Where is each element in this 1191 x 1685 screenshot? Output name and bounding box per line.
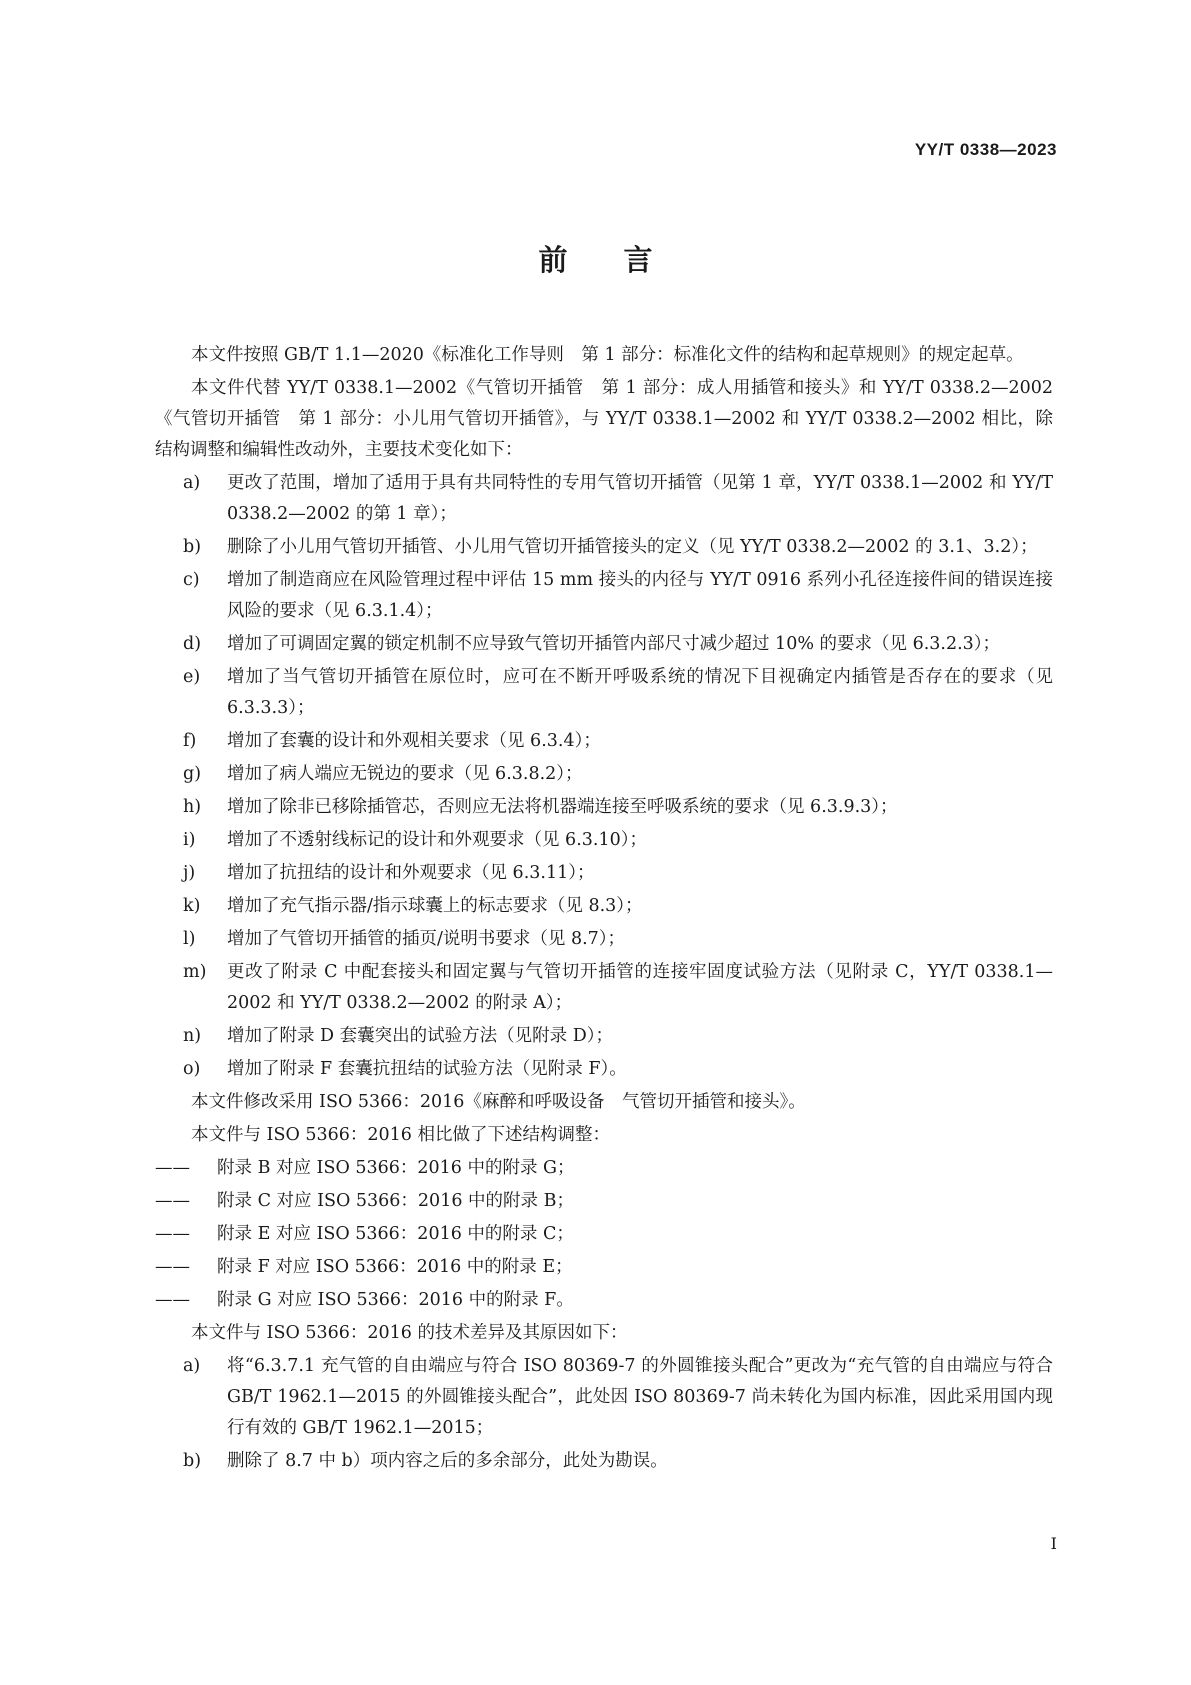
list-text: 增加了可调固定翼的锁定机制不应导致气管切开插管内部尺寸减少超过 10% 的要求（见 6.3.2.3）； [227, 634, 1001, 654]
list-item [155, 1351, 1053, 1444]
list-marker: h) [183, 797, 202, 817]
list-marker: m) [183, 962, 207, 982]
list-item [155, 468, 1053, 530]
list-marker: c) [183, 570, 200, 590]
list-text: 增加了附录 D 套囊突出的试验方法（见附录 D）； [227, 1026, 613, 1046]
diffs-list [155, 1351, 1053, 1477]
list-marker: k) [183, 896, 201, 916]
list-item [155, 629, 1053, 660]
intro-paragraph: 本文件按照 GB/T 1.1—2020《标准化工作导则 第 1 部分：标准化文件的结构和起草规则》的规定起草。 [191, 345, 1024, 365]
list-marker: l) [183, 929, 196, 949]
list-text: 将“6.3.7.1 充气管的自由端应与符合 ISO 80369-7 的外圆锥接头配合”更改为“充气管的自由端应与符合 GB/T 1962.1—2015 的外圆锥接头配合”，此处因 ISO 80369-7 尚未转化为国内标准，因此采用国内现行有效的 GB/T 1962.1—2015； [227, 1356, 1053, 1438]
list-marker: a) [183, 1356, 201, 1376]
list-text: 增加了抗扭结的设计和外观要求（见 6.3.11）； [227, 863, 595, 883]
list-item [155, 792, 1053, 823]
list-item [155, 1285, 1053, 1316]
list-text: 附录 C 对应 ISO 5366：2016 中的附录 B； [217, 1191, 574, 1211]
diff-intro: 本文件与 ISO 5366：2016 的技术差异及其原因如下： [191, 1323, 628, 1343]
list-marker: —— [155, 1224, 190, 1244]
list-text: 附录 B 对应 ISO 5366：2016 中的附录 G； [217, 1158, 575, 1178]
list-item [155, 1021, 1053, 1052]
list-item [155, 1153, 1053, 1184]
changes-list [155, 468, 1053, 1085]
list-item [155, 1186, 1053, 1217]
page-number: I [1050, 1534, 1057, 1553]
list-text: 增加了套囊的设计和外观相关要求（见 6.3.4）； [227, 731, 601, 751]
list-marker: —— [155, 1290, 190, 1310]
list-text: 附录 E 对应 ISO 5366：2016 中的附录 C； [217, 1224, 574, 1244]
list-text: 增加了制造商应在风险管理过程中评估 15 mm 接头的内径与 YY/T 0916 系列小孔径连接件间的错误连接风险的要求（见 6.3.1.4）； [227, 570, 1053, 621]
intro-paragraph: 本文件代替 YY/T 0338.1—2002《气管切开插管 第 1 部分：成人用插管和接头》和 YY/T 0338.2—2002《气管切开插管 第 1 部分：小儿用气管切开插管》，与 YY/T 0338.1—2002 和 YY/T 0338.2—2002 相比，除结构调整和编辑性改动外，主要技术变化如下： [155, 378, 1053, 460]
list-text: 增加了当气管切开插管在原位时，应可在不断开呼吸系统的情况下目视确定内插管是否存在的要求（见 6.3.3.3）； [227, 667, 1053, 718]
list-marker: g) [183, 764, 202, 784]
list-item [155, 825, 1053, 856]
document-body [155, 340, 1053, 1479]
list-marker: a) [183, 473, 201, 493]
list-item [155, 1446, 1053, 1477]
structure-intro: 本文件与 ISO 5366：2016 相比做了下述结构调整： [191, 1125, 611, 1145]
list-item [155, 891, 1053, 922]
list-item [155, 924, 1053, 955]
list-marker: o) [183, 1059, 201, 1079]
list-text: 更改了范围，增加了适用于具有共同特性的专用气管切开插管（见第 1 章，YY/T 0338.1—2002 和 YY/T 0338.2—2002 的第 1 章）； [227, 473, 1053, 524]
standard-code: YY/T 0338—2023 [914, 140, 1057, 159]
list-marker: —— [155, 1158, 190, 1178]
list-text: 更改了附录 C 中配套接头和固定翼与气管切开插管的连接牢固度试验方法（见附录 C，YY/T 0338.1—2002 和 YY/T 0338.2—2002 的附录 A）； [227, 962, 1053, 1013]
list-item [155, 565, 1053, 627]
list-marker: e) [183, 667, 201, 687]
list-marker: b) [183, 1451, 202, 1471]
list-marker: d) [183, 634, 202, 654]
list-item [155, 662, 1053, 724]
page-title: 前言 [538, 243, 709, 277]
list-item [155, 858, 1053, 889]
list-text: 增加了附录 F 套囊抗扭结的试验方法（见附录 F）。 [227, 1059, 627, 1079]
list-item [155, 1252, 1053, 1283]
list-item [155, 957, 1053, 1019]
list-marker: i) [183, 830, 196, 850]
list-text: 增加了病人端应无锐边的要求（见 6.3.8.2）； [227, 764, 583, 784]
list-text: 删除了 8.7 中 b）项内容之后的多余部分，此处为勘误。 [227, 1451, 668, 1471]
list-marker: b) [183, 537, 202, 557]
list-text: 增加了除非已移除插管芯，否则应无法将机器端连接至呼吸系统的要求（见 6.3.9.3）； [227, 797, 898, 817]
list-item [155, 726, 1053, 757]
list-text: 增加了不透射线标记的设计和外观要求（见 6.3.10）； [227, 830, 647, 850]
adoption-paragraph: 本文件修改采用 ISO 5366：2016《麻醉和呼吸设备 气管切开插管和接头》。 [191, 1092, 806, 1112]
list-text: 删除了小儿用气管切开插管、小儿用气管切开插管接头的定义（见 YY/T 0338.2—2002 的 3.1、3.2）； [227, 537, 1038, 557]
list-item [155, 1219, 1053, 1250]
list-text: 附录 F 对应 ISO 5366：2016 中的附录 E； [217, 1257, 573, 1277]
list-item [155, 759, 1053, 790]
list-marker: —— [155, 1257, 190, 1277]
list-item [155, 1054, 1053, 1085]
list-marker: n) [183, 1026, 202, 1046]
list-marker: j) [183, 863, 196, 883]
list-text: 附录 G 对应 ISO 5366：2016 中的附录 F。 [217, 1290, 574, 1310]
list-marker: —— [155, 1191, 190, 1211]
structure-list [155, 1153, 1053, 1316]
list-item [155, 532, 1053, 563]
list-marker: f) [183, 731, 197, 751]
list-text: 增加了气管切开插管的插页/说明书要求（见 8.7）； [227, 929, 626, 949]
list-text: 增加了充气指示器/指示球囊上的标志要求（见 8.3）； [227, 896, 643, 916]
